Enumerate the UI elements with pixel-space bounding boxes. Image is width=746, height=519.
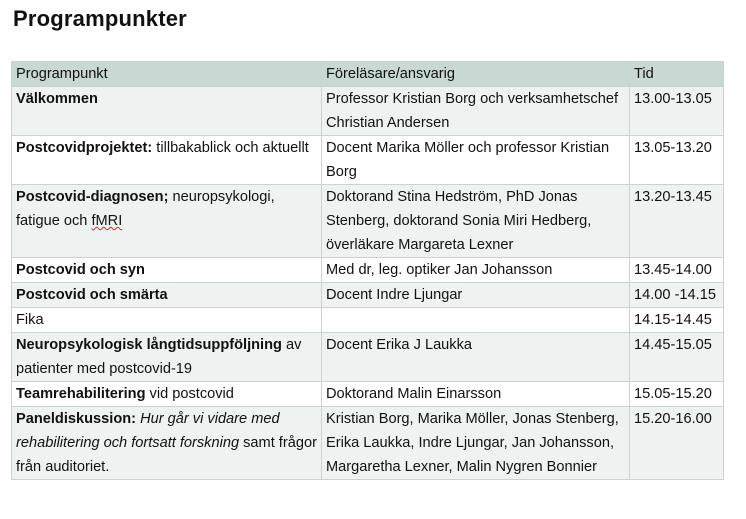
table-header-row: [12, 62, 724, 87]
time-cell: 15.05-15.20: [630, 382, 724, 407]
time-cell: 14.45-15.05: [630, 333, 724, 382]
time-cell: 13.00-13.05: [630, 87, 724, 136]
program-title: Postcovid och smärta: [16, 287, 168, 303]
time-cell: 13.45-14.00: [630, 258, 724, 283]
program-description: samt frågor från auditoriet.: [16, 435, 317, 475]
table-row: [12, 308, 724, 333]
speaker-cell: Docent Indre Ljungar: [322, 283, 630, 308]
program-title: Paneldiskussion:: [16, 411, 137, 427]
table-row: [12, 407, 724, 480]
speaker-cell: Doktorand Malin Einarsson: [322, 382, 630, 407]
program-title: Postcovid-diagnosen;: [16, 189, 169, 205]
table-row: [12, 333, 724, 382]
table-row: [12, 185, 724, 258]
program-cell: [12, 382, 322, 407]
program-description: neuropsykologi, fatigue och: [16, 189, 275, 229]
column-header-time: Tid: [630, 62, 724, 87]
speaker-cell: [322, 308, 630, 333]
speaker-cell: Docent Erika J Laukka: [322, 333, 630, 382]
spellcheck-word: fMRI: [91, 213, 123, 229]
program-description: av patienter med postcovid-19: [16, 337, 302, 377]
program-description-italic: Hur går vi vidare med rehabilitering och fortsatt forskning: [16, 411, 280, 451]
speaker-cell: Professor Kristian Borg och verksamhetschef Christian Andersen: [322, 87, 630, 136]
program-description: tillbakablick och aktuellt: [152, 140, 309, 156]
time-cell: 14.00 -14.15: [630, 283, 724, 308]
program-title: Teamrehabilitering: [16, 386, 146, 402]
speaker-cell: Docent Marika Möller och professor Kristian Borg: [322, 136, 630, 185]
program-title: Postcovid och syn: [16, 262, 145, 278]
program-title: Välkommen: [16, 91, 98, 107]
time-cell: 13.05-13.20: [630, 136, 724, 185]
program-cell: [12, 136, 322, 185]
column-header-speaker: Föreläsare/ansvarig: [322, 62, 630, 87]
speaker-cell: Doktorand Stina Hedström, PhD Jonas Stenberg, doktorand Sonia Miri Hedberg, överläkare Margareta Lexner: [322, 185, 630, 258]
table-row: [12, 87, 724, 136]
column-header-program: Programpunkt: [12, 62, 322, 87]
table-row: [12, 382, 724, 407]
program-cell: [12, 185, 322, 258]
program-cell: [12, 87, 322, 136]
program-description: vid postcovid: [145, 386, 234, 402]
program-cell: [12, 308, 322, 333]
program-cell: [12, 333, 322, 382]
program-cell: [12, 407, 322, 480]
program-table: [11, 61, 724, 480]
speaker-cell: Med dr, leg. optiker Jan Johansson: [322, 258, 630, 283]
table-row: [12, 258, 724, 283]
program-title: Postcovidprojektet:: [16, 140, 153, 156]
table-row: [12, 136, 724, 185]
time-cell: 14.15-14.45: [630, 308, 724, 333]
program-title: Neuropsykologisk långtidsuppföljning: [16, 337, 282, 353]
time-cell: 13.20-13.45: [630, 185, 724, 258]
page-title: Programpunkter: [13, 6, 187, 31]
table-row: [12, 283, 724, 308]
time-cell: 15.20-16.00: [630, 407, 724, 480]
program-title: Fika: [16, 312, 44, 328]
program-cell: [12, 258, 322, 283]
program-cell: [12, 283, 322, 308]
speaker-cell: Kristian Borg, Marika Möller, Jonas Stenberg, Erika Laukka, Indre Ljungar, Jan Johansson, Margaretha Lexner, Malin Nygren Bonnier: [322, 407, 630, 480]
